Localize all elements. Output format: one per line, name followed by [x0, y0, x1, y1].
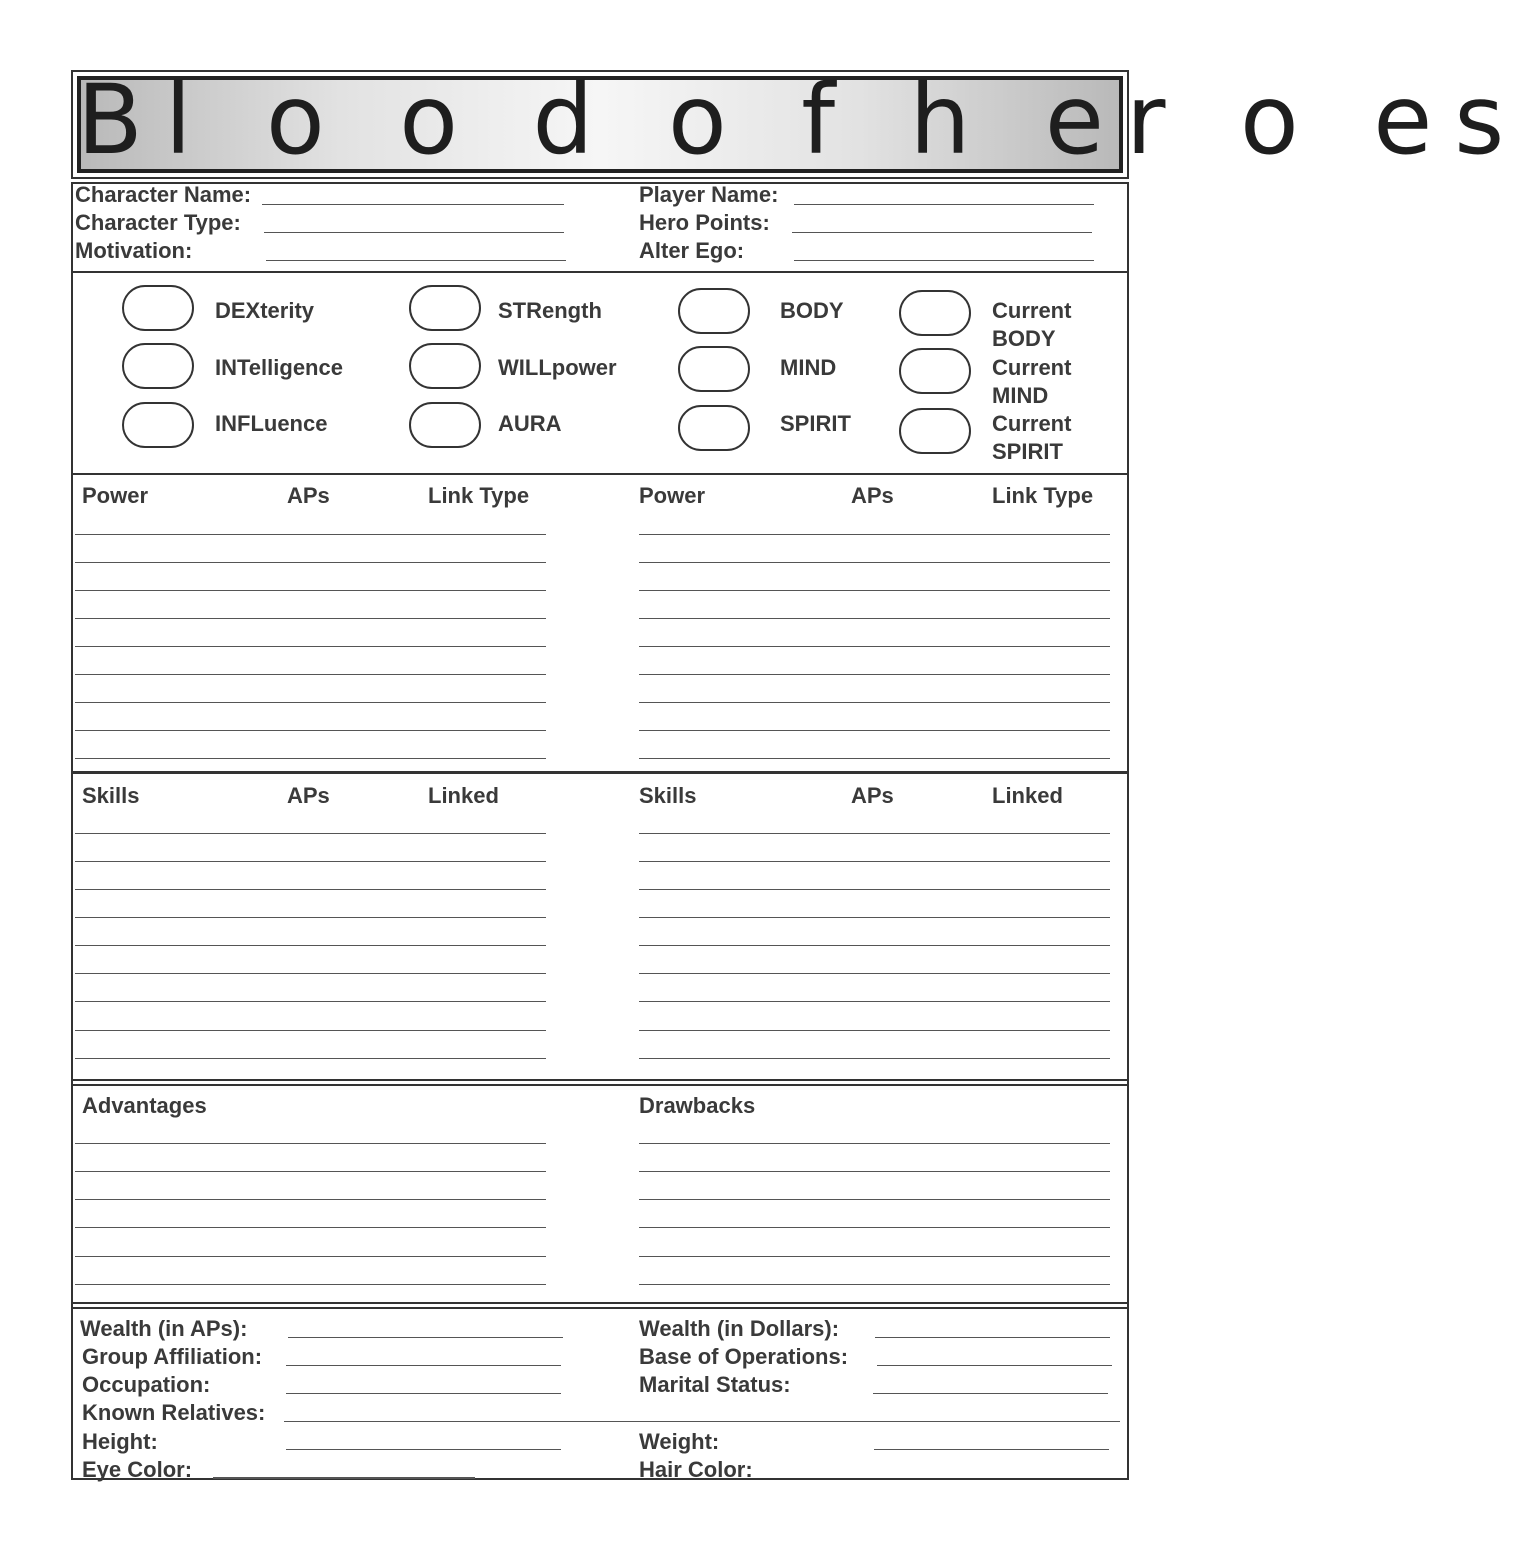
spirit-oval[interactable]: [678, 405, 750, 451]
aura-label: AURA: [498, 411, 562, 436]
infl-oval[interactable]: [122, 402, 194, 448]
will-label: WILLpower: [498, 355, 617, 380]
skills-header-right: Skills: [639, 783, 697, 808]
entry-line[interactable]: [639, 917, 1110, 918]
divider-adv-a: [71, 1302, 1129, 1304]
known-relatives-label: Known Relatives:: [82, 1400, 266, 1425]
eye-color-label: Eye Color:: [82, 1457, 193, 1482]
entry-line[interactable]: [639, 702, 1110, 703]
height-field[interactable]: [286, 1449, 561, 1450]
current-spirit-label-1: Current: [992, 411, 1072, 436]
entry-line[interactable]: [75, 973, 546, 974]
hero-points-field[interactable]: [792, 232, 1092, 233]
current-body-label-2: BODY: [992, 326, 1056, 351]
mind-label: MIND: [780, 355, 837, 380]
base-of-operations-field[interactable]: [877, 1365, 1112, 1366]
entry-line[interactable]: [639, 646, 1110, 647]
height-label: Height:: [82, 1429, 158, 1454]
entry-line[interactable]: [75, 534, 546, 535]
wealth-dollars-field[interactable]: [875, 1337, 1110, 1338]
entry-line[interactable]: [75, 1227, 546, 1228]
entry-line[interactable]: [75, 1143, 546, 1144]
entry-line[interactable]: [639, 730, 1110, 731]
current-spirit-oval[interactable]: [899, 408, 971, 454]
entry-line[interactable]: [75, 1030, 546, 1031]
entry-line[interactable]: [75, 702, 546, 703]
entry-line[interactable]: [639, 618, 1110, 619]
linked-header-right: Linked: [992, 783, 1063, 808]
group-affiliation-label: Group Affiliation:: [82, 1344, 263, 1369]
player-name-label: Player Name:: [639, 182, 779, 207]
weight-label: Weight:: [639, 1429, 720, 1454]
alter-ego-label: Alter Ego:: [639, 238, 745, 263]
entry-line[interactable]: [75, 945, 546, 946]
motivation-field[interactable]: [266, 260, 566, 261]
character-type-field[interactable]: [264, 232, 564, 233]
divider-skills-b: [71, 1084, 1129, 1086]
spirit-label: SPIRIT: [780, 411, 851, 436]
hair-color-label: Hair Color:: [639, 1457, 753, 1482]
hero-points-label: Hero Points:: [639, 210, 770, 235]
entry-line[interactable]: [639, 534, 1110, 535]
entry-line[interactable]: [75, 646, 546, 647]
entry-line[interactable]: [75, 618, 546, 619]
character-name-label: Character Name:: [75, 182, 252, 207]
character-type-label: Character Type:: [75, 210, 241, 235]
link-type-header-left: Link Type: [428, 483, 530, 508]
wealth-aps-field[interactable]: [288, 1337, 563, 1338]
entry-line[interactable]: [639, 1256, 1110, 1257]
int-label: INTelligence: [215, 355, 343, 380]
entry-line[interactable]: [75, 730, 546, 731]
entry-line[interactable]: [639, 1199, 1110, 1200]
dex-oval[interactable]: [122, 285, 194, 331]
entry-line[interactable]: [639, 1171, 1110, 1172]
divider-powers: [71, 771, 1129, 774]
mind-oval[interactable]: [678, 346, 750, 392]
current-body-label-1: Current: [992, 298, 1072, 323]
entry-line[interactable]: [639, 1284, 1110, 1285]
body-label: BODY: [780, 298, 844, 323]
current-spirit-label-2: SPIRIT: [992, 439, 1063, 464]
entry-line[interactable]: [639, 945, 1110, 946]
int-oval[interactable]: [122, 343, 194, 389]
divider-skills-a: [71, 1079, 1129, 1081]
entry-line[interactable]: [639, 973, 1110, 974]
drawbacks-header: Drawbacks: [639, 1093, 756, 1118]
skills-aps-header-left: APs: [287, 783, 330, 808]
marital-status-label: Marital Status:: [639, 1372, 791, 1397]
str-label: STRength: [498, 298, 602, 323]
advantages-header: Advantages: [82, 1093, 207, 1118]
wealth-aps-label: Wealth (in APs):: [80, 1316, 248, 1341]
player-name-field[interactable]: [794, 204, 1094, 205]
known-relatives-field[interactable]: [284, 1421, 1120, 1422]
entry-line[interactable]: [75, 1199, 546, 1200]
entry-line[interactable]: [639, 1001, 1110, 1002]
skills-aps-header-right: APs: [851, 783, 894, 808]
entry-line[interactable]: [75, 1058, 546, 1059]
entry-line[interactable]: [639, 1058, 1110, 1059]
page-title: Bl o o d o f h er o es: [77, 64, 1526, 176]
entry-line[interactable]: [75, 1001, 546, 1002]
divider-attributes: [71, 473, 1129, 475]
entry-line[interactable]: [75, 917, 546, 918]
linked-header-left: Linked: [428, 783, 499, 808]
divider-header: [71, 271, 1129, 273]
alter-ego-field[interactable]: [794, 260, 1094, 261]
current-body-oval[interactable]: [899, 290, 971, 336]
marital-status-field[interactable]: [873, 1393, 1108, 1394]
power-header-right: Power: [639, 483, 706, 508]
wealth-dollars-label: Wealth (in Dollars):: [639, 1316, 840, 1341]
group-affiliation-field[interactable]: [286, 1365, 561, 1366]
str-oval[interactable]: [409, 285, 481, 331]
infl-label: INFLuence: [215, 411, 328, 436]
divider-adv-b: [71, 1307, 1129, 1309]
aps-header-right: APs: [851, 483, 894, 508]
entry-line[interactable]: [75, 562, 546, 563]
entry-line[interactable]: [75, 861, 546, 862]
entry-line[interactable]: [639, 758, 1110, 759]
entry-line[interactable]: [75, 590, 546, 591]
weight-field[interactable]: [874, 1449, 1109, 1450]
entry-line[interactable]: [639, 1143, 1110, 1144]
current-mind-label-1: Current: [992, 355, 1072, 380]
current-mind-oval[interactable]: [899, 348, 971, 394]
skills-header-left: Skills: [82, 783, 140, 808]
aura-oval[interactable]: [409, 402, 481, 448]
entry-line[interactable]: [639, 889, 1110, 890]
character-name-field[interactable]: [262, 204, 564, 205]
body-oval[interactable]: [678, 288, 750, 334]
aps-header-left: APs: [287, 483, 330, 508]
base-of-operations-label: Base of Operations:: [639, 1344, 849, 1369]
occupation-field[interactable]: [286, 1393, 561, 1394]
entry-line[interactable]: [75, 1256, 546, 1257]
entry-line[interactable]: [639, 833, 1110, 834]
entry-line[interactable]: [75, 1171, 546, 1172]
entry-line[interactable]: [639, 674, 1110, 675]
entry-line[interactable]: [639, 861, 1110, 862]
entry-line[interactable]: [75, 674, 546, 675]
entry-line[interactable]: [75, 758, 546, 759]
dex-label: DEXterity: [215, 298, 315, 323]
motivation-label: Motivation:: [75, 238, 193, 263]
entry-line[interactable]: [639, 562, 1110, 563]
link-type-header-right: Link Type: [992, 483, 1094, 508]
entry-line[interactable]: [75, 1284, 546, 1285]
power-header-left: Power: [82, 483, 149, 508]
entry-line[interactable]: [639, 590, 1110, 591]
occupation-label: Occupation:: [82, 1372, 211, 1397]
entry-line[interactable]: [639, 1030, 1110, 1031]
eye-color-field[interactable]: [213, 1477, 475, 1479]
entry-line[interactable]: [75, 833, 546, 834]
current-mind-label-2: MIND: [992, 383, 1049, 408]
will-oval[interactable]: [409, 343, 481, 389]
entry-line[interactable]: [75, 889, 546, 890]
entry-line[interactable]: [639, 1227, 1110, 1228]
